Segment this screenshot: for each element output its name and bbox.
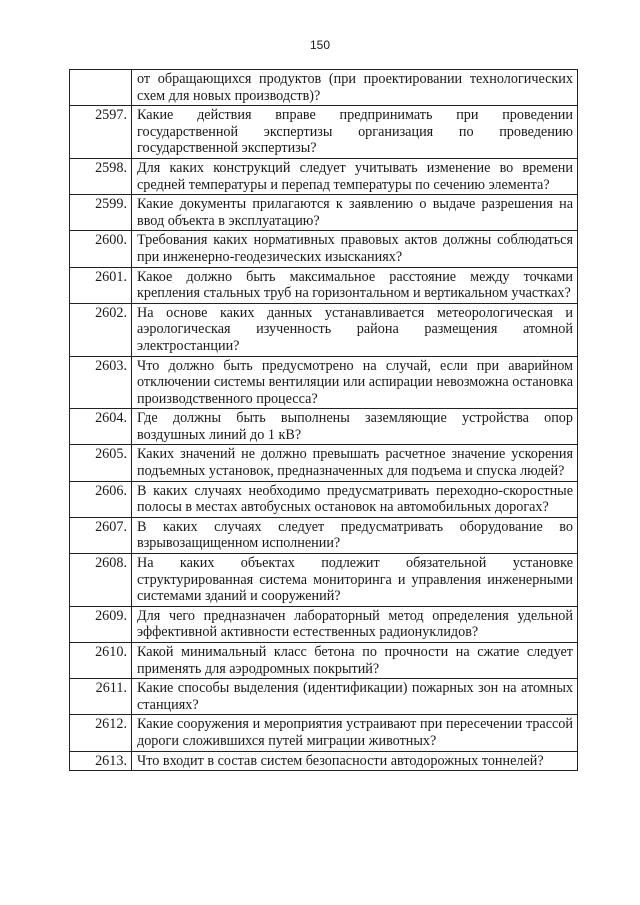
question-number xyxy=(70,70,132,106)
question-text: В каких случаях необходимо предусматривать переходно-скоростные полосы в местах автобусных остановок на автомобильных дорогах? xyxy=(132,481,578,517)
questions-table xyxy=(69,69,578,771)
table-row xyxy=(70,606,578,642)
question-number: 2613. xyxy=(70,751,132,771)
question-number: 2609. xyxy=(70,606,132,642)
question-text: Какие действия вправе предпринимать при проведении государственной экспертизы организация по проведению государственной экспертизы? xyxy=(132,106,578,159)
table-row xyxy=(70,679,578,715)
question-number: 2611. xyxy=(70,679,132,715)
table-row xyxy=(70,195,578,231)
question-number: 2599. xyxy=(70,195,132,231)
question-text: Какие сооружения и мероприятия устраивают при пересечении трассой дороги сложившихся путей миграции животных? xyxy=(132,715,578,751)
question-text: Что входит в состав систем безопасности автодорожных тоннелей? xyxy=(132,751,578,771)
question-number: 2600. xyxy=(70,231,132,267)
question-number: 2601. xyxy=(70,267,132,303)
table-row xyxy=(70,106,578,159)
question-text: от обращающихся продуктов (при проектировании технологических схем для новых производств)? xyxy=(132,70,578,106)
question-number: 2605. xyxy=(70,445,132,481)
page-number: 150 xyxy=(309,38,331,52)
question-number: 2610. xyxy=(70,643,132,679)
table-row xyxy=(70,517,578,553)
table-row xyxy=(70,643,578,679)
table-row xyxy=(70,303,578,356)
table-row xyxy=(70,409,578,445)
table-row xyxy=(70,554,578,607)
table-row xyxy=(70,267,578,303)
table-row xyxy=(70,356,578,409)
question-text: Что должно быть предусмотрено на случай, если при аварийном отключении системы вентиляции или аспирации невозможна остановка производственного процесса? xyxy=(132,356,578,409)
question-number: 2612. xyxy=(70,715,132,751)
question-number: 2608. xyxy=(70,554,132,607)
table-row xyxy=(70,445,578,481)
table-row xyxy=(70,715,578,751)
question-text: Какой минимальный класс бетона по прочности на сжатие следует применять для аэродромных покрытий? xyxy=(132,643,578,679)
question-text: На каких объектах подлежит обязательной установке структурированная система мониторинга и управления инженерными системами зданий и сооружений? xyxy=(132,554,578,607)
question-text: Какое должно быть максимальное расстояние между точками крепления стальных труб на горизонтальном и вертикальном участках? xyxy=(132,267,578,303)
table-row xyxy=(70,70,578,106)
question-number: 2606. xyxy=(70,481,132,517)
question-number: 2603. xyxy=(70,356,132,409)
question-text: Для чего предназначен лабораторный метод определения удельной эффективной активности естественных радионуклидов? xyxy=(132,606,578,642)
question-number: 2598. xyxy=(70,158,132,194)
question-text: Где должны быть выполнены заземляющие устройства опор воздушных линий до 1 кВ? xyxy=(132,409,578,445)
question-text: Какие документы прилагаются к заявлению о выдаче разрешения на ввод объекта в эксплуатацию? xyxy=(132,195,578,231)
table-row xyxy=(70,751,578,771)
question-number: 2604. xyxy=(70,409,132,445)
question-number: 2607. xyxy=(70,517,132,553)
question-text: Требования каких нормативных правовых актов должны соблюдаться при инженерно-геодезических изысканиях? xyxy=(132,231,578,267)
question-text: Для каких конструкций следует учитывать изменение во времени средней температуры и перепад температуры по сечению элемента? xyxy=(132,158,578,194)
question-text: Какие способы выделения (идентификации) пожарных зон на атомных станциях? xyxy=(132,679,578,715)
question-text: Каких значений не должно превышать расчетное значение ускорения подъемных установок, предназначенных для подъема и спуска людей? xyxy=(132,445,578,481)
question-text: В каких случаях следует предусматривать оборудование во взрывозащищенном исполнении? xyxy=(132,517,578,553)
table-row xyxy=(70,481,578,517)
table-row xyxy=(70,158,578,194)
table-row xyxy=(70,231,578,267)
question-text: На основе каких данных устанавливается метеорологическая и аэрологическая изученность района размещения атомной электростанции? xyxy=(132,303,578,356)
question-number: 2597. xyxy=(70,106,132,159)
question-number: 2602. xyxy=(70,303,132,356)
